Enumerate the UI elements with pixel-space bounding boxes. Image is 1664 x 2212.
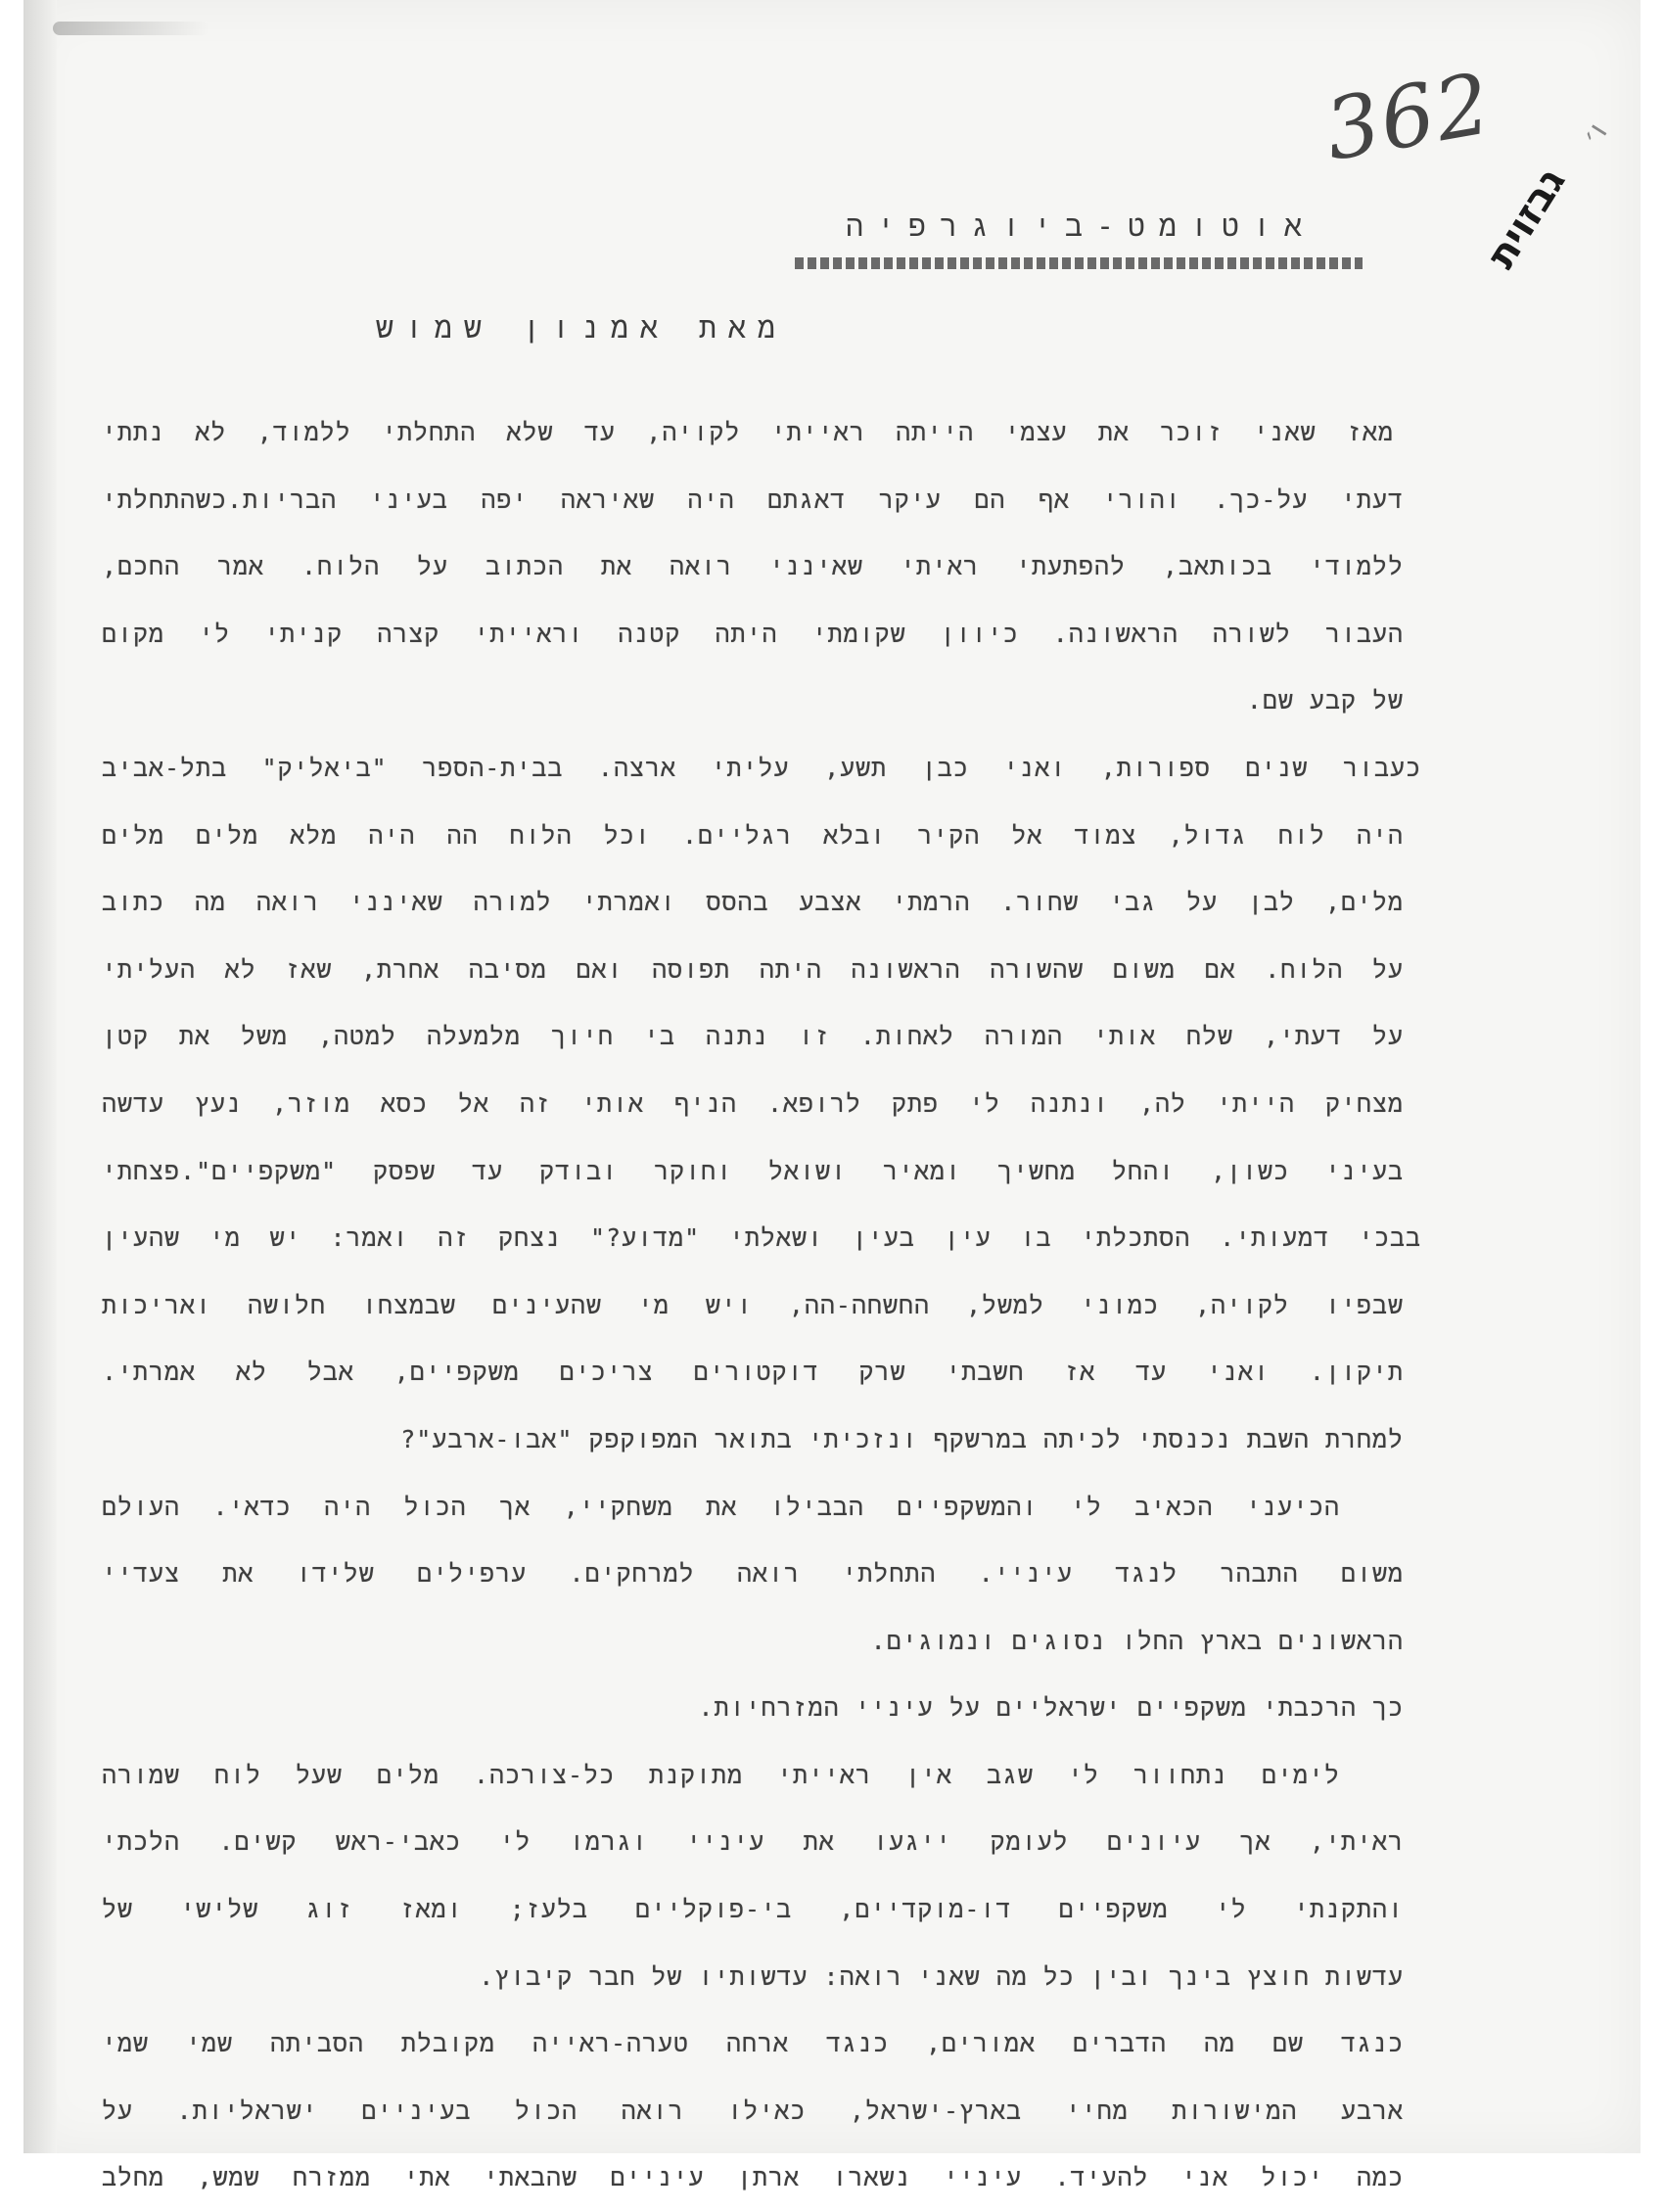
title-underline: [795, 257, 1363, 269]
text-line: היה לוח גדול, צמוד אל הקיר ובלא רגליים. וכל הלוח הה היה מלא מלים מלים: [102, 820, 1404, 850]
page-edge-shadow: [23, 0, 57, 2153]
author-byline: מאת אמנון שמוש: [375, 311, 788, 346]
text-line: בעיני כשון, והחל מחשיך ומאיר ושואל וחוקר ובודק עד שפסק "משקפיים".פצחתי: [102, 1156, 1404, 1185]
document-title: אוטומט-ביוגרפיה: [845, 209, 1317, 244]
text-line: של קבע שם.: [1246, 686, 1404, 715]
text-line: ראיתי, אך עיונים לעומק ייגעו את עיניי וגרמו לי כאבי-ראש קשים. הלכתי: [102, 1827, 1404, 1857]
text-line: משום התבהר לנגד עיניי. התחלתי רואה למרחקים. ערפילים שלידו את צעדיי: [102, 1559, 1404, 1589]
text-line: כנגד שם מה הדברים אמורים, כנגד ארחה טערה-ראייה מקובלת הסביתה שמי שמי: [102, 2029, 1404, 2058]
text-line: מאז שאני זוכר את עצמי הייתה ראייתי לקויה, עד שלא התחלתי ללמוד, לא נתתי: [102, 418, 1394, 446]
text-line: כך הרכבתי משקפיים ישראליים על עיניי המזרחיות.: [698, 1693, 1404, 1723]
text-line: והתקנתי לי משקפיים דו-מוקדיים, בי-פוקליים בלעז; ומאז זוג שלישי של: [102, 1895, 1404, 1924]
text-line: הראשונים בארץ החלו נסוגים ונמוגים.: [870, 1626, 1404, 1655]
text-line: מלים, לבן על גבי שחור. הרמתי אצבע בהסס ואמרתי למורה שאינני רואה מה כתוב: [102, 888, 1404, 917]
text-line: לימים נתחוור לי שגב אין ראייתי מתוקנת כל-צורכה. מלים שעל לוח שמורה: [102, 1760, 1340, 1789]
text-line: על דעתי, שלח אותי המורה לאחות. זו נתנה בי חיוך מלמעלה למטה, משל את קטן: [102, 1022, 1404, 1051]
archive-stamp: גבזוית: [1478, 160, 1575, 277]
text-line: למחרת השבת נכנסתי לכיתה במרשקף ונזכיתי בתואר המפוקפק "אבו-ארבע"?: [400, 1424, 1404, 1453]
text-line: תיקון. ואני עד אז חשבתי שרק דוקטורים צריכים משקפיים, אבל לא אמרתי.: [102, 1358, 1404, 1387]
text-line: העבור לשורה הראשונה. כיוון שקומתי היתה קטנה וראייתי קצרה קניתי לי מקום: [102, 619, 1404, 648]
text-line: שבפיו לקויה, כמוני למשל, החשחה-הה, ויש מי שהעינים שבמצחו חלושה ואריכות: [102, 1290, 1404, 1319]
text-line: מצחיק הייתי לה, ונתנה לי פתק לרופא. הניף אותי זה אל כסא מוזר, נעץ עדשה: [102, 1088, 1404, 1118]
scan-smudge: [53, 22, 209, 35]
pencil-mark: ו׳: [1575, 116, 1615, 153]
handwritten-page-number: 362: [1317, 54, 1500, 181]
text-line: דעתי על-כך. והורי אף הם עיקר דאגתם היה שאיראה יפה בעיני הבריות.כשהתחלתי: [102, 484, 1404, 514]
document-page: [23, 0, 1641, 2192]
text-line: ארבע המישורות מחיי בארץ-ישראל, כאילו רואה הכול בעיניים ישראליות. על: [102, 2096, 1404, 2125]
text-line: על הלוח. אם משום שהשורה הראשונה היתה תפוסה ואם מסיבה אחרת, שאז לא העליתי: [102, 954, 1404, 984]
text-line: בבכי דמעותי. הסתכלתי בו עין בעין ושאלתי "מדוע?" נצחק זה ואמר: יש מי שהעין: [102, 1223, 1421, 1253]
text-line: כעבור שנים ספורות, ואני כבן תשע, עליתי ארצה. בבית-הספר "ביאליק" בתל-אביב: [102, 753, 1421, 782]
text-line: ללמודי בכותאב, להפתעתי ראיתי שאינני רואה את הכתוב על הלוח. אמר החכם,: [102, 552, 1404, 581]
text-line: הכיעני הכאיב לי והמשקפיים הבבילו את משחקיי, אך הכול היה כדאי. העולם: [102, 1492, 1340, 1521]
body-text: [102, 399, 1421, 2212]
text-line: כמה יכול אני להעיד. עיניי נשארו ארתן עיניים שהבאתי אתי ממזרח שמש, מחלב: [102, 2163, 1404, 2192]
text-line: עדשות חוצץ בינך ובין כל מה שאני רואה: עדשותיו של חבר קיבוץ.: [479, 1961, 1404, 1991]
